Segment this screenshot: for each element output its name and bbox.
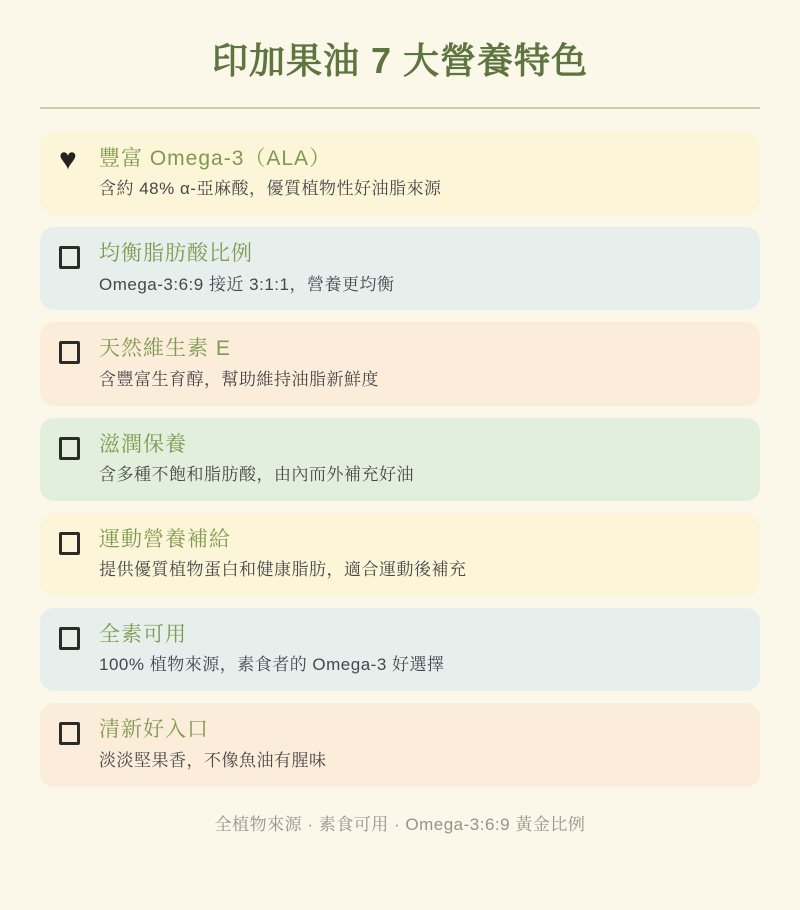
checkbox-icon [59, 341, 80, 364]
feature-text [99, 621, 740, 677]
feature-text [99, 431, 740, 487]
feature-card [40, 418, 760, 501]
feature-card [40, 227, 760, 310]
feature-title: 均衡脂肪酸比例 [99, 242, 253, 266]
feature-title: 滋潤保養 [99, 432, 187, 456]
feature-text [99, 526, 740, 582]
feature-icon-cell [59, 431, 99, 460]
feature-title: 豐富 Omega-3（ALA） [99, 147, 332, 170]
page-title: 印加果油 7 大營養特色 [211, 40, 589, 81]
feature-description: 100% 植物來源，素食者的 Omega-3 好選擇 [99, 655, 445, 675]
feature-text [99, 240, 740, 296]
feature-card [40, 608, 760, 691]
feature-description: 含多種不飽和脂肪酸，由內而外補充好油 [99, 465, 414, 484]
heart-icon: ♥ [59, 143, 77, 176]
feature-text [99, 145, 740, 201]
feature-title: 全素可用 [99, 623, 187, 647]
feature-icon-cell [59, 335, 99, 364]
checkbox-icon [59, 627, 80, 650]
feature-card [40, 513, 760, 596]
feature-description: 含約 48% α-亞麻酸，優質植物性好油脂來源 [99, 179, 442, 199]
feature-card [40, 322, 760, 405]
feature-card [40, 703, 760, 786]
feature-list [0, 132, 800, 787]
feature-icon-cell [59, 526, 99, 555]
feature-description: 提供優質植物蛋白和健康脂肪，適合運動後補充 [99, 560, 467, 580]
feature-card [40, 132, 760, 215]
page-footer: 全植物來源 · 素食可用 · Omega-3:6:9 黃金比例 [214, 814, 586, 834]
feature-title: 天然維生素 E [99, 337, 231, 361]
checkbox-icon [59, 532, 80, 555]
title-divider [40, 107, 760, 109]
feature-title: 運動營養補給 [99, 527, 231, 551]
feature-icon-cell [59, 716, 99, 745]
feature-description: 含豐富生育醇，幫助維持油脂新鮮度 [99, 369, 379, 389]
feature-text [99, 716, 740, 772]
feature-icon-cell [59, 145, 99, 175]
checkbox-icon [59, 437, 80, 460]
feature-description: Omega-3:6:9 接近 3:1:1，營養更均衡 [99, 274, 395, 294]
feature-text [99, 335, 740, 391]
feature-description: 淡淡堅果香，不像魚油有腥味 [99, 750, 327, 770]
feature-icon-cell [59, 240, 99, 269]
checkbox-icon [59, 246, 80, 269]
checkbox-icon [59, 722, 80, 745]
feature-title: 清新好入口 [99, 718, 209, 742]
feature-icon-cell [59, 621, 99, 650]
